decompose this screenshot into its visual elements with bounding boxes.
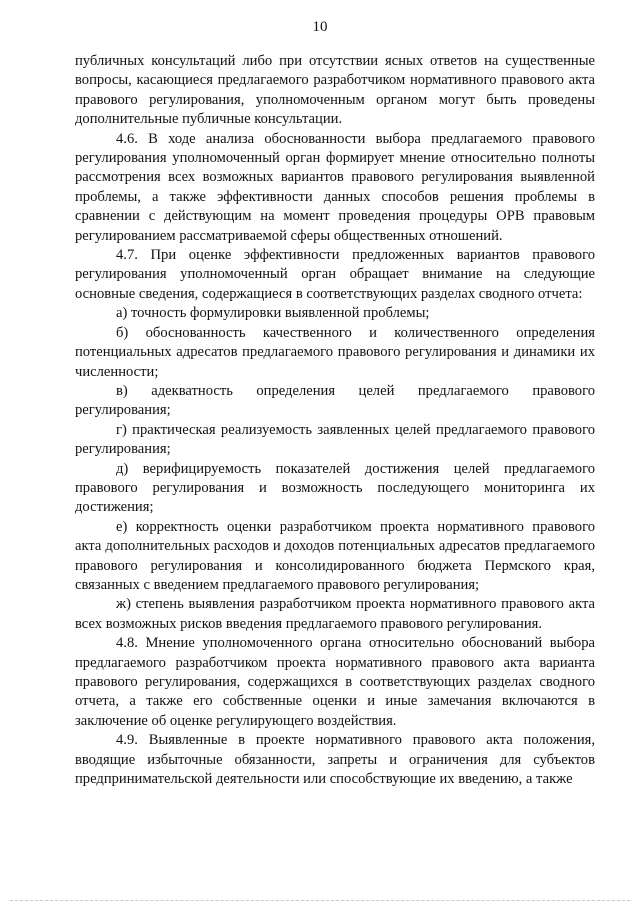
list-item-e: е) корректность оценки разработчиком проекта нормативного правового акта дополнительных расходов и доходов потенциальных адресатов предлагаемого правового регулирования и консолидированного бюджета Пермского края, связанных с введением предлагаемого правового регулирования;: [75, 518, 595, 593]
list-item-g: г) практическая реализуемость заявленных целей предлагаемого правового регулирования;: [75, 421, 595, 458]
paragraph-continuation: публичных консультаций либо при отсутствии ясных ответов на существенные вопросы, касающиеся предлагаемого разработчиком нормативного правового акта правового регулирования, уполномоченным органом могут быть проведены дополнительные публичные консультации.: [75, 53, 595, 128]
paragraph-4-7: 4.7. При оценке эффективности предложенных вариантов правового регулирования уполномоченный орган обращает внимание на следующие основные сведения, содержащиеся в соответствующих разделах сводного отчета:: [75, 247, 595, 302]
document-body: [75, 52, 595, 789]
list-item-d: д) верифицируемость показателей достижения целей предлагаемого правового регулирования и возможность последующего мониторинга их достижения;: [75, 460, 595, 516]
paragraph-4-6: 4.6. В ходе анализа обоснованности выбора предлагаемого правового регулирования уполномоченный орган формирует мнение относительно полноты рассмотрения всех возможных вариантов правового регулирования выявленной проблемы, а также эффективности данных способов решения проблемы в сравнении с действующим на момент проведения процедуры ОРВ правовым регулированием рассматриваемой сферы общественных отношений.: [75, 130, 595, 244]
page-number: 10: [312, 19, 328, 35]
list-item-a: а) точность формулировки выявленной проблемы;: [116, 305, 430, 322]
list-item-v: в) адекватность определения целей предлагаемого правового регулирования;: [75, 382, 595, 419]
page-bottom-divider: [10, 900, 630, 902]
paragraph-4-8: 4.8. Мнение уполномоченного органа относительно обоснований выбора предлагаемого разработчиком проекта нормативного правового акта варианта правового регулирования, содержащихся в соответствующих разделах сводного отчета, а также его собственные оценки и иные замечания включаются в заключение об оценке регулирующего воздействия.: [75, 635, 595, 729]
list-item-b: б) обоснованность качественного и количественного определения потенциальных адресатов предлагаемого правового регулирования и динамики их численности;: [75, 324, 595, 380]
paragraph-4-9: 4.9. Выявленные в проекте нормативного правового акта положения, вводящие избыточные обязанности, запреты и ограничения для субъектов предпринимательской деятельности или способствующие их введению, а также: [75, 732, 595, 788]
list-item-zh: ж) степень выявления разработчиком проекта нормативного правового акта всех возможных рисков введения предлагаемого правового регулирования.: [75, 596, 595, 632]
